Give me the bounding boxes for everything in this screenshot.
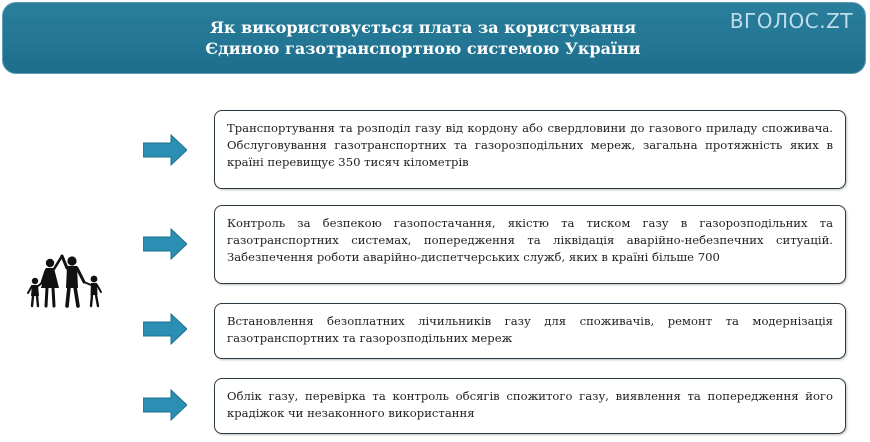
header-banner	[2, 2, 866, 74]
arrow-right-icon	[143, 389, 187, 421]
usage-item-meters	[214, 303, 846, 359]
usage-item-text: Контроль за безпекою газопостачання, якістю та тиском газу в газорозподільних та газотранспортних системах, попередження та ліквідація аварійно-небезпечних ситуацій. Забезпечення роботи аварійно-диспетчерських служб, яких в країні більше 700	[227, 216, 833, 264]
family-icon	[26, 252, 108, 308]
page-title	[133, 17, 713, 59]
arrow-right-icon	[143, 134, 187, 166]
site-logo: ВГОЛОС.ZT	[729, 9, 853, 33]
usage-item-safety	[214, 205, 846, 284]
usage-item-transport	[214, 110, 846, 189]
title-line-2: Єдиною газотранспортною системою України	[205, 39, 641, 58]
usage-item-text: Транспортування та розподіл газу від кордону або свердловини до газового приладу споживача. Обслуговування газотранспортних та газорозподільних мереж, загальна протяжність яких в країні перевищує 350 тисяч кілометрів	[227, 121, 833, 169]
title-line-1: Як використовується плата за користування	[209, 18, 637, 37]
arrow-right-icon	[143, 313, 187, 345]
usage-item-accounting	[214, 378, 846, 434]
arrow-right-icon	[143, 228, 187, 260]
usage-item-text: Облік газу, перевірка та контроль обсягів спожитого газу, виявлення та попередження його крадіжок чи незаконного використання	[227, 389, 833, 420]
usage-item-text: Встановлення безоплатних лічильників газу для споживачів, ремонт та модернізація газотранспортних та газорозподільних мереж	[227, 314, 833, 345]
